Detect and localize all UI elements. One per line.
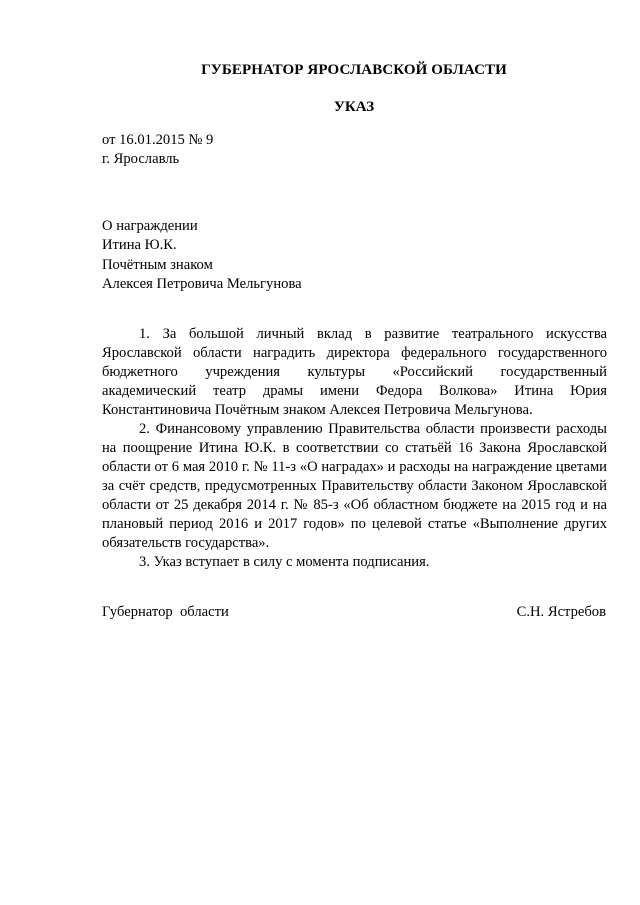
document-subject	[102, 217, 302, 294]
body-paragraph-2: 2. Финансовому управлению Правительства области произвести расходы на поощрение Итина Ю.К. в соответствии со статьёй 16 Закона Ярославской области от 6 мая 2010 г. № 11-з «О наградах» и расходы на награждение цветами за счёт средств, предусмотренных Правительству области Законом Ярославской области от 25 декабря 2014 г. № 85-з «Об областном бюджете на 2015 год и на плановый период 2016 и 2017 годов» по целевой статье «Выполнение других обязательств государства».	[102, 421, 607, 551]
place-of-issue: г. Ярославль	[102, 151, 180, 167]
body-paragraph-3: 3. Указ вступает в силу с момента подписания.	[139, 554, 430, 570]
document-meta	[102, 131, 213, 169]
document-type: УКАЗ	[333, 99, 375, 115]
subject-line: О награждении	[102, 218, 198, 234]
subject-line: Алексея Петровича Мельгунова	[102, 275, 302, 292]
date-and-number: от 16.01.2015 № 9	[102, 132, 214, 148]
issuing-authority: ГУБЕРНАТОР ЯРОСЛАВСКОЙ ОБЛАСТИ	[201, 62, 507, 78]
signatory-title: Губернатор области	[102, 604, 229, 620]
signatory-name: С.Н. Ястребов	[516, 604, 606, 620]
subject-line: Итина Ю.К.	[102, 237, 177, 254]
body-paragraph-1: 1. За большой личный вклад в развитие театрального искусства Ярославской области наградить директора федерального государственного бюджетного учреждения культуры «Российский государственный академический театр драмы имени Федора Волкова» Итина Юрия Константиновича Почётным знаком Алексея Петровича Мельгунова.	[102, 326, 607, 418]
subject-line: Почётным знаком	[102, 256, 213, 273]
document-body	[102, 325, 607, 572]
